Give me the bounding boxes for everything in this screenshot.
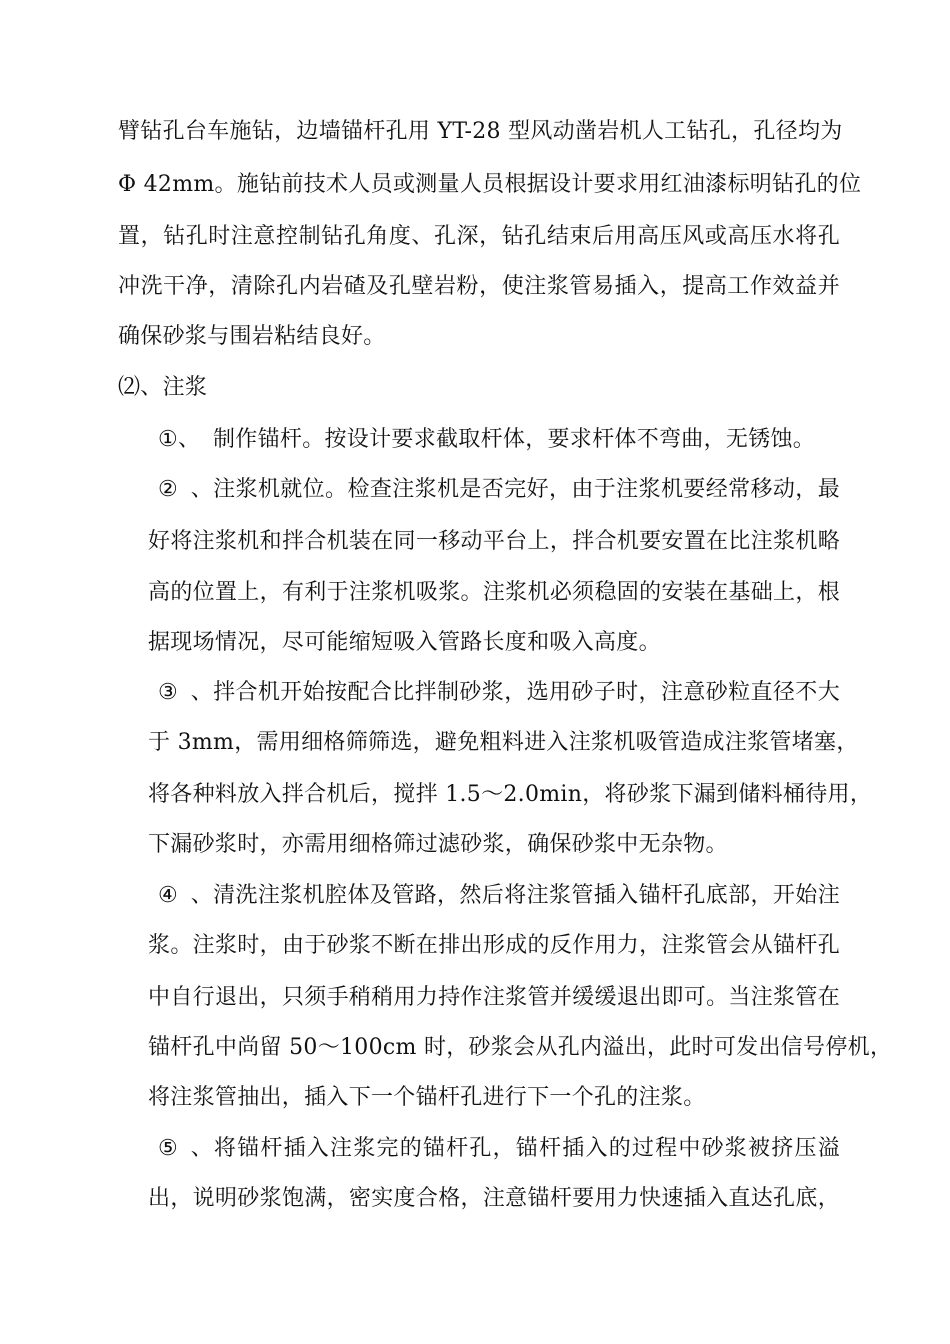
step-text: 注浆机就位。检查注浆机是否完好，由于注浆机要经常移动，最 xyxy=(213,477,840,502)
step-item xyxy=(148,1134,840,1164)
step-item xyxy=(148,678,840,708)
step-marker: ⑤、 xyxy=(158,1136,213,1161)
step-line: 将各种料放入拌合机后，搅拌 1.5～2.0min，将砂浆下漏到储料桶待用， xyxy=(148,782,873,807)
step-line: 高的位置上，有利于注浆机吸浆。注浆机必须稳固的安装在基础上，根 xyxy=(148,580,840,605)
intro-line: 确保砂浆与围岩粘结良好。 xyxy=(118,324,386,349)
intro-line: 置，钻孔时注意控制钻孔角度、孔深，钻孔结束后用高压风或高压水将孔 xyxy=(118,224,840,249)
step-item xyxy=(148,425,840,455)
step-line: 于 3mm，需用细格筛筛选，避免粗料进入注浆机吸管造成注浆管堵塞， xyxy=(148,730,859,755)
step-line: 将注浆管抽出，插入下一个锚杆孔进行下一个孔的注浆。 xyxy=(148,1085,706,1110)
intro-line: 臂钻孔台车施钻，边墙锚杆孔用 YT-28 型风动凿岩机人工钻孔，孔径均为 xyxy=(118,119,843,144)
step-line: 下漏砂浆时，亦需用细格筛过滤砂浆，确保砂浆中无杂物。 xyxy=(148,832,728,857)
step-text: 将锚杆插入注浆完的锚杆孔，锚杆插入的过程中砂浆被挤压溢 xyxy=(213,1136,840,1161)
step-item xyxy=(148,475,840,505)
step-line: 浆。注浆时，由于砂浆不断在排出形成的反作用力，注浆管会从锚杆孔 xyxy=(148,933,840,958)
step-line: 锚杆孔中尚留 50～100cm 时，砂浆会从孔内溢出，此时可发出信号停机， xyxy=(148,1035,893,1060)
step-line: 好将注浆机和拌合机装在同一移动平台上，拌合机要安置在比注浆机略 xyxy=(148,529,840,554)
step-marker: ①、 xyxy=(158,427,201,452)
step-marker: ③、 xyxy=(158,680,213,705)
step-line: 据现场情况，尽可能缩短吸入管路长度和吸入高度。 xyxy=(148,630,661,655)
step-line: 中自行退出，只须手稍稍用力持作注浆管并缓缓退出即可。当注浆管在 xyxy=(148,985,840,1010)
step-item xyxy=(148,881,840,911)
step-line: 出，说明砂浆饱满，密实度合格，注意锚杆要用力快速插入直达孔底， xyxy=(148,1186,840,1211)
step-text: 清洗注浆机腔体及管路，然后将注浆管插入锚杆孔底部，开始注 xyxy=(213,883,840,908)
step-marker: ②、 xyxy=(158,477,213,502)
intro-line: Φ 42mm。施钻前技术人员或测量人员根据设计要求用红油漆标明钻孔的位 xyxy=(118,172,862,197)
step-text: 制作锚杆。按设计要求截取杆体，要求杆体不弯曲，无锈蚀。 xyxy=(213,427,816,452)
intro-line: 冲洗干净，清除孔内岩碴及孔壁岩粉，使注浆管易插入，提高工作效益并 xyxy=(118,274,840,299)
step-text: 拌合机开始按配合比拌制砂浆，选用砂子时，注意砂粒直径不大 xyxy=(213,680,840,705)
step-marker: ④、 xyxy=(158,883,213,908)
section-heading: ⑵、注浆 xyxy=(118,375,208,400)
